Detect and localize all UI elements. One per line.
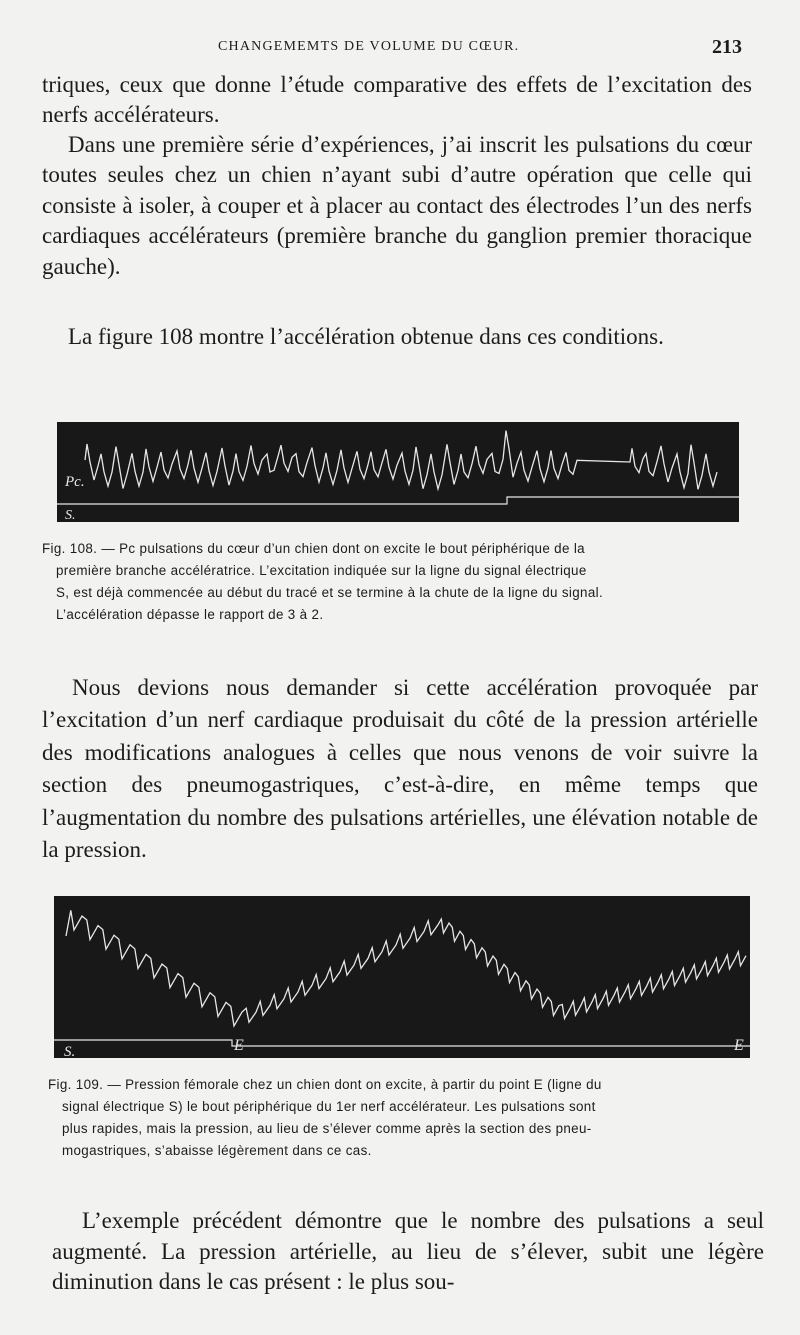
figure-108-trace <box>57 422 739 522</box>
caption-line: S, est déjà commencée au début du tracé et se termine à la chute de la ligne du signal. <box>56 585 604 600</box>
marker-label-e-end: E <box>734 1037 744 1054</box>
paragraph-experiment-series: Dans une première série d’expériences, j’ai inscrit les pulsations du cœur toutes seules chez un chien n’ayant subi d’autre opération que celle qui consiste à isoler, à couper et à placer au contact des électrodes l’un des nerfs cardiaques accélérateurs (première branche du ganglion premier thoracique gauche). <box>42 132 752 279</box>
caption-line: première branche accélératrice. L’excitation indiquée sur la ligne du signal électrique <box>56 563 587 578</box>
paragraph-continued: triques, ceux que donne l’étude comparative des effets de l’excitation des nerfs accélérateurs. <box>42 72 752 128</box>
caption-line: L’accélération dépasse le rapport de 3 à 2. <box>56 607 324 622</box>
trace-label-pc: Pc. <box>65 474 85 490</box>
page-header <box>0 36 800 60</box>
figure-108-caption <box>42 538 756 626</box>
paragraph-question: Nous devions nous demander si cette accélération provoquée par l’excitation d’un nerf cardiaque produisait du côté de la pression artérielle des modifications analogues à celles que nous venons de voir suivre la section des pneumogastriques, c’est-à-dire, en même temps que l’augmentation du nombre des pulsations artérielles, une élévation notable de la pression. <box>42 675 758 863</box>
caption-line: Fig. 109. — Pression fémorale chez un chien dont on excite, à partir du point E (ligne du <box>48 1077 602 1092</box>
femoral-pressure-trace <box>66 910 746 1026</box>
signal-label-s: S. <box>65 508 76 522</box>
figure-109-trace <box>54 896 750 1058</box>
page-number: 213 <box>712 36 742 58</box>
heart-pulsation-trace <box>85 431 717 490</box>
caption-line: mogastriques, s’abaisse légèrement dans ce cas. <box>62 1143 372 1158</box>
signal-line <box>57 497 739 504</box>
running-title: CHANGEMEMTS DE VOLUME DU CŒUR. <box>218 39 520 54</box>
signal-line <box>54 1040 750 1046</box>
caption-line: Fig. 108. — Pc pulsations du cœur d’un chien dont on excite le bout périphérique de la <box>42 541 585 556</box>
marker-label-e-start: E <box>234 1037 244 1054</box>
caption-line: plus rapides, mais la pression, au lieu de s’élever comme après la section des pneu- <box>62 1121 592 1136</box>
paragraph-conclusion: L’exemple précédent démontre que le nombre des pulsations a seul augmenté. La pression artérielle, au lieu de s’élever, subit une légère diminution dans le cas présent : le plus sou- <box>52 1208 764 1295</box>
figure-109-caption <box>48 1074 760 1162</box>
caption-line: signal électrique S) le bout périphérique du 1er nerf accélérateur. Les pulsations sont <box>62 1099 596 1114</box>
signal-label-s: S. <box>64 1044 76 1058</box>
paragraph-figure-reference: La figure 108 montre l’accélération obtenue dans ces conditions. <box>68 324 664 349</box>
